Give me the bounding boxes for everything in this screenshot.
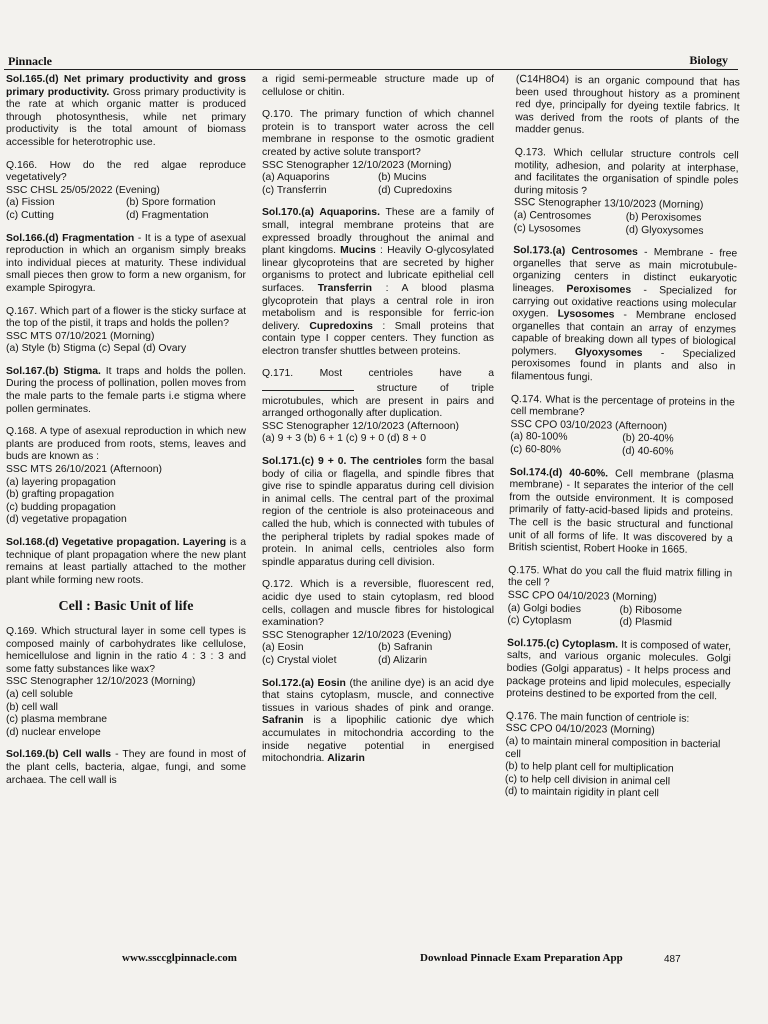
exam-174: SSC CPO 03/10/2023 (Afternoon) [510, 418, 668, 433]
options-172b: (c) Crystal violet (d) Alizarin [262, 654, 428, 666]
options-174b: (c) 60-80% (d) 40-60% [510, 443, 674, 458]
exam-168: SSC MTS 26/10/2021 (Afternoon) [6, 464, 162, 476]
header-subject: Biology [689, 53, 728, 67]
question-166: Q.166. How do the red algae reproduce vegetatively? [6, 159, 246, 184]
page-number: 487 [664, 954, 681, 965]
solution-172: Sol.172.(a) Eosin (the aniline dye) is an acid dye that stains cytoplasm, muscle, and connective tissues in various shades of pink and orange. Safranin is a lipophilic cationic dye which accumulates in mitochondria according to the inside negative potential in energised mitochondria. Alizarin [262, 677, 494, 765]
solution-167: Sol.167.(b) Stigma. It traps and holds the pollen. During the process of pollination, pollen moves from the male parts to the female parts i.e stigma where pollen germinates. [6, 365, 246, 415]
exam-171: SSC Stenographer 12/10/2023 (Afternoon) [262, 420, 459, 432]
solution-172-continued: (C14H8O4) is an organic compound that has been used throughout history as a prominent red dye, principally for dyeing textile fabrics. It was derived from the roots of plants of the madder genus. [515, 74, 740, 137]
option-168c: (c) budding propagation [6, 501, 116, 513]
options-174a: (a) 80-100% (b) 20-40% [510, 431, 674, 445]
options-167: (a) Style (b) Stigma (c) Sepal (d) Ovary [6, 343, 187, 355]
footer-website: www.ssccglpinnacle.com [122, 952, 237, 964]
footer-app-promo: Download Pinnacle Exam Preparation App [420, 952, 623, 964]
exam-172: SSC Stenographer 12/10/2023 (Evening) [262, 629, 452, 641]
exam-173: SSC Stenographer 13/10/2023 (Morning) [513, 197, 704, 212]
option-169a: (a) cell soluble [6, 688, 73, 700]
exam-176: SSC CPO 04/10/2023 (Morning) [505, 723, 655, 737]
exam-166: SSC CHSL 25/05/2022 (Evening) [6, 184, 160, 196]
exam-167: SSC MTS 07/10/2021 (Morning) [6, 330, 155, 342]
exam-175: SSC CPO 04/10/2023 (Morning) [507, 589, 657, 604]
solution-169-continued: a rigid semi-permeable structure made up of cellulose or chitin. [262, 74, 494, 98]
exam-169: SSC Stenographer 12/10/2023 (Morning) [6, 676, 196, 688]
options-172a: (a) Eosin (b) Safranin [262, 642, 433, 654]
question-174: Q.174. What is the percentage of proteins in the cell membrane? [510, 393, 735, 419]
header-rule [4, 69, 738, 70]
question-168: Q.168. A type of asexual reproduction in which new plants are produced from roots, stems, leaves and buds are known as : [6, 426, 246, 463]
question-170: Q.170. The primary function of which channel protein is to transport water across the cell membrane in response to the osmotic gradient created by active solute transport? [262, 109, 494, 158]
option-168b: (b) grafting propagation [6, 489, 115, 501]
option-176b: (b) to help plant cell for multiplication [505, 761, 674, 775]
options-173b: (c) Lysosomes (d) Glyoxysomes [513, 222, 704, 237]
option-176d: (d) to maintain rigidity in plant cell [504, 786, 659, 800]
question-171: Q.171. Most centrioles have a structure of triple microtubules, which are present in pairs and arranged orthogonally after duplication. [262, 368, 494, 420]
solution-168: Sol.168.(d) Vegetative propagation. Layering is a technique of plant propagation where the new plant remains at least partially attached to the mother plant while forming new roots. [6, 537, 246, 586]
option-176a: (a) to maintain mineral composition in bacterial cell [505, 735, 721, 760]
question-173: Q.173. Which cellular structure controls cell motility, adhesion, and polarity at interphase, and facilitates the organisation of spindle poles during mitosis ? [514, 146, 739, 197]
question-169: Q.169. Which structural layer in some cell types is composed mainly of carbohydrates like cellulose, hemicellulose and lignin in the ratio 4 : 3 : 3 and some fatty substances like wax? [6, 625, 246, 675]
options-173a: (a) Centrosomes (b) Peroxisomes [513, 209, 702, 224]
column-3 [505, 74, 740, 802]
options-175a: (a) Golgi bodies (b) Ribosome [507, 602, 683, 617]
solution-173: Sol.173.(a) Centrosomes - Membrane - free organelles that serve as main microtubule-organizing centers in distinct eukaryotic lineages. Peroxisomes - Specialized for carrying out oxidative reactions using molecular oxygen. Lysosomes - Membrane enclosed organelles that contain an array of enzymes capable of breaking down all types of biological polymers. Glyoxysomes - Specialized peroxisomes found in plants and also in filamentous fungi. [511, 245, 738, 384]
column-2 [262, 74, 494, 776]
options-171: (a) 9 + 3 (b) 6 + 1 (c) 9 + 0 (d) 8 + 0 [262, 433, 427, 445]
question-176: Q.176. The main function of centriole is: [505, 710, 690, 725]
exam-170: SSC Stenographer 12/10/2023 (Morning) [262, 159, 452, 171]
question-167: Q.167. Which part of a flower is the sticky surface at the top of the pistil, it traps and holds the pollen? [6, 305, 246, 330]
solution-165: Sol.165.(d) Net primary productivity and gross primary productivity. Gross primary productivity is the rate at which organic matter is produced through photosynthesis, while net primary productivity is the total amount of biomass accessible for heterotrophic use. [6, 74, 246, 148]
option-168a: (a) layering propagation [6, 476, 116, 488]
solution-170: Sol.170.(a) Aquaporins. These are a family of small, integral membrane proteins that are expressed broadly throughout the animal and plant kingdoms. Mucins : Heavily O-glycosylated linear glycoproteins that are secreted by higher organisms to protect and lubricate epithelial cell surfaces. Transferrin : A blood plasma glycoprotein that plays a central role in iron metabolism and is responsible for ferric-ion delivery. Cupredoxins : Small proteins that contain type I copper centers. They function as electron transfer shuttles between proteins. [262, 207, 494, 357]
options-170b: (c) Transferrin (d) Cupredoxins [262, 184, 452, 196]
answer-blank [262, 381, 354, 391]
solution-166: Sol.166.(d) Fragmentation - It is a type of asexual reproduction in which an organism simply breaks into individual pieces at maturity. These individual small pieces then grow to form a new organism, for example Spirogyra. [6, 232, 246, 294]
options-166b: (c) Cutting (d) Fragmentation [6, 209, 209, 221]
section-heading: Cell : Basic Unit of life [58, 599, 194, 615]
header-brand: Pinnacle [8, 54, 52, 68]
options-170a: (a) Aquaporins (b) Mucins [262, 172, 427, 184]
solution-169: Sol.169.(b) Cell walls - They are found in most of the plant cells, bacteria, algae, fungi, and some archaea. The cell wall is [6, 749, 246, 786]
option-169c: (c) plasma membrane [6, 714, 108, 726]
column-1 [6, 74, 246, 797]
solution-175: Sol.175.(c) Cytoplasm. It is composed of water, salts, and various organic molecules. Golgi bodies (Golgi apparatus) - It helps process and package proteins and lipid molecules, especially proteins destined to be exported from the cell. [506, 637, 732, 703]
options-166a: (a) Fission (b) Spore formation [6, 197, 216, 209]
solution-174: Sol.174.(d) 40-60%. Cell membrane (plasma membrane) - It separates the interior of the cell from the outside environment. It is composed primarily of fatty-acid-based lipids and proteins. The cell is the basic structural and functional unit of all forms of life. It was discovered by a British scientist, Robert Hooke in 1665. [508, 466, 734, 556]
options-175b: (c) Cytoplasm (d) Plasmid [507, 615, 673, 629]
option-169b: (b) cell wall [6, 701, 58, 713]
question-175: Q.175. What do you call the fluid matrix filling in the cell ? [507, 564, 733, 589]
question-172: Q.172. Which is a reversible, fluorescent red, acidic dye used to stain cytoplasm, red blood cells, collagen and muscle fibres for histological examination? [262, 579, 494, 629]
option-176c: (c) to help cell division in animal cell [504, 773, 671, 788]
option-168d: (d) vegetative propagation [6, 514, 127, 526]
option-169d: (d) nuclear envelope [6, 726, 101, 738]
solution-171: Sol.171.(c) 9 + 0. The centrioles form the basal body of cilia or flagella, and spindle fibres that give rise to spindle apparatus during cell division in animal cells. The central part of the proximal region of the centriole is also proteinaceous and called the hub, which is connected with tubules of the peripheral triplets by radial spokes made of protein. In animal cells, centrioles also form spindle apparatus during cell division. [262, 456, 494, 568]
